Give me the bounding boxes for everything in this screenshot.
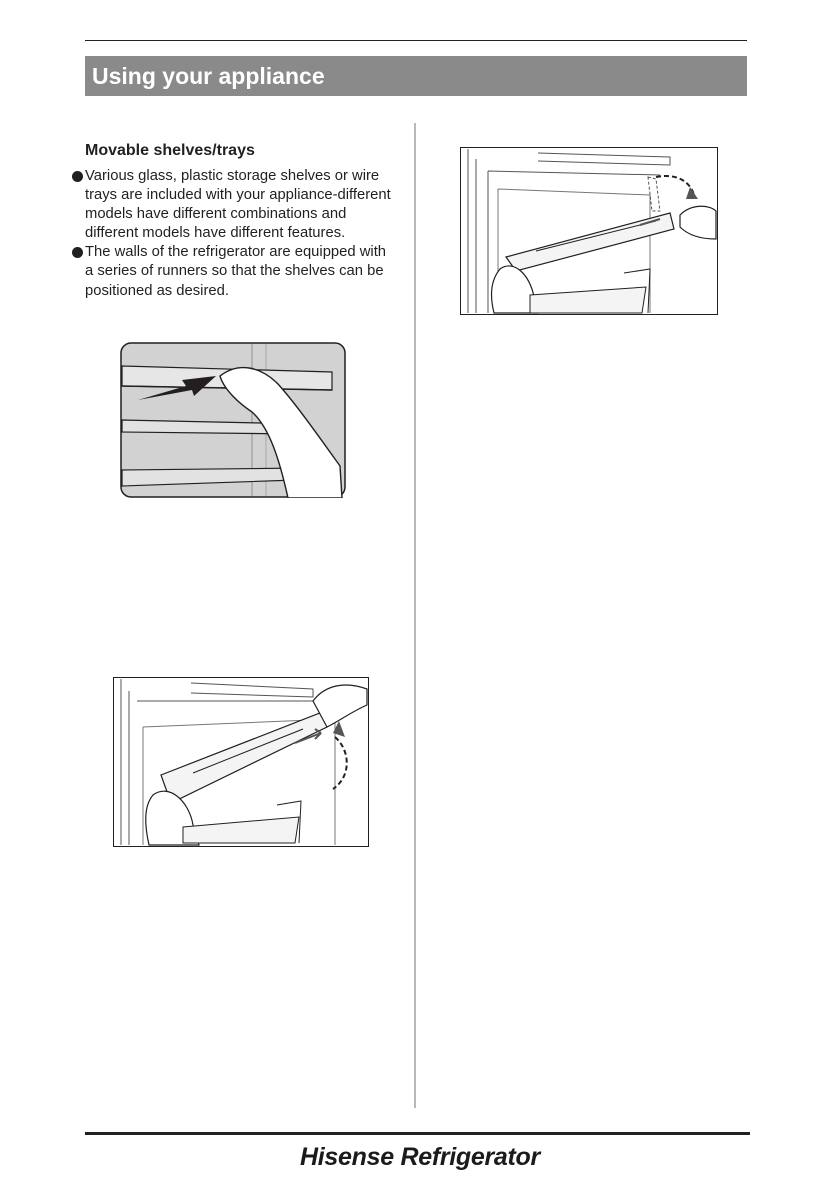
door-bin-lift-illustration: [460, 147, 718, 315]
bullet-item: [72, 167, 392, 243]
bullet-text: The walls of the refrigerator are equipped with a series of runners so that the shelves can be positioned as desired.: [85, 244, 387, 299]
brand-footer: Hisense Refrigerator: [300, 1143, 540, 1171]
shelves-heading: Movable shelves/trays: [85, 142, 255, 159]
section-title: Using your appliance: [85, 56, 747, 96]
bottom-rule: [85, 1132, 750, 1135]
door-bin-removal-illustration: [113, 677, 369, 847]
column-divider: [414, 123, 416, 1108]
bullet-item: [72, 243, 392, 300]
shelves-bullet-list: [72, 167, 392, 301]
shelf-insert-illustration: [120, 342, 346, 498]
bullet-text: Various glass, plastic storage shelves or wire trays are included with your appliance-different models have different combinations and different models have different features.: [85, 168, 391, 242]
bullet-dot-icon: [72, 247, 83, 258]
top-rule: [85, 40, 747, 41]
bullet-dot-icon: [72, 171, 83, 182]
